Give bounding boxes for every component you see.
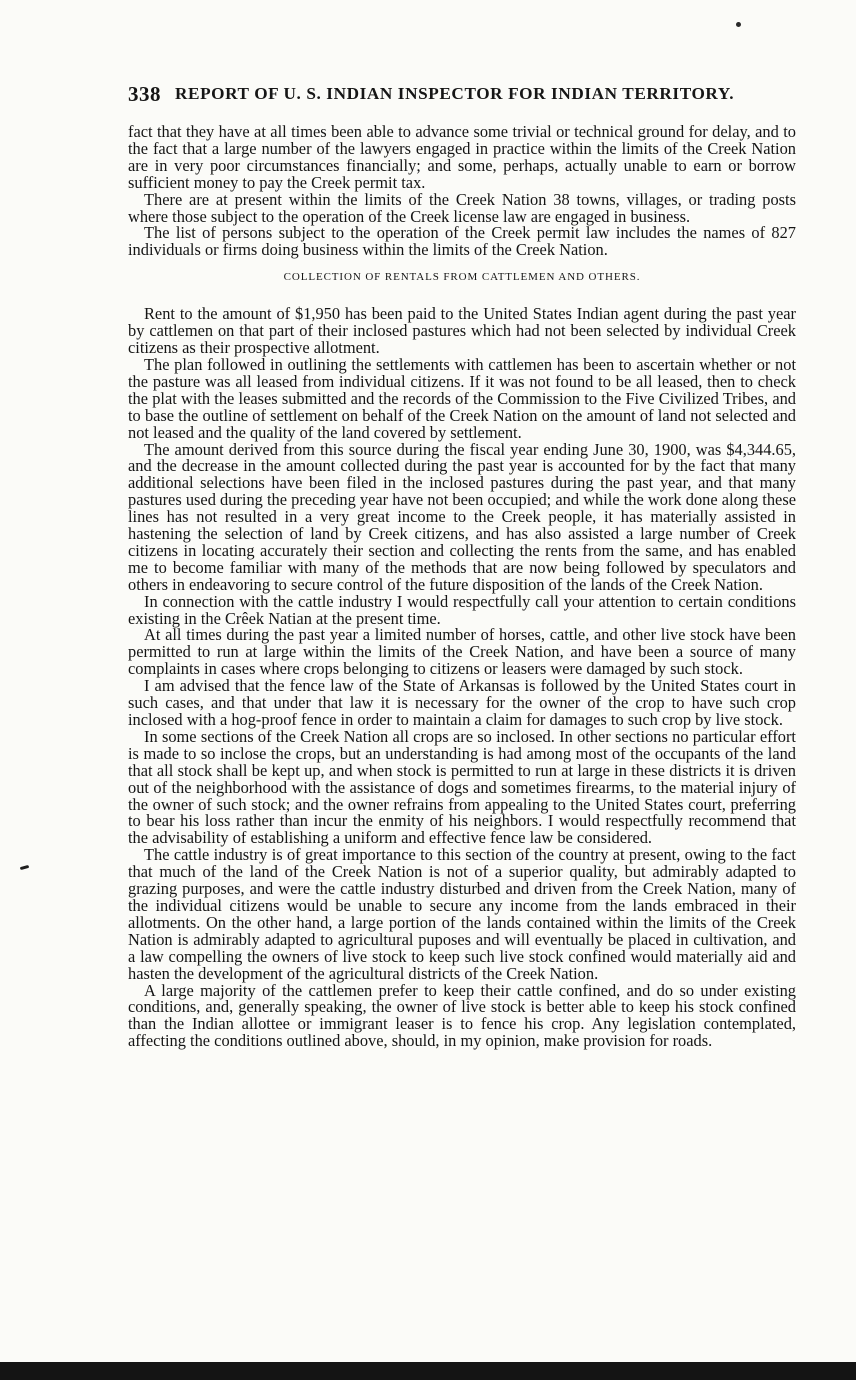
- paragraph: At all times during the past year a limited number of horses, cattle, and other live stock have been permitted to run at large within the limits of the Creek Nation, and have been a source of many complaints in cases where crops belonging to citizens or leasers were damaged by such stock.: [128, 625, 796, 679]
- paragraph: Rent to the amount of $1,950 has been paid to the United States Indian agent during the past year by cattlemen on that part of their inclosed pastures which had not been selected by individual Creek citizens as their prospective allotment.: [128, 304, 796, 358]
- paragraph: A large majority of the cattlemen prefer to keep their cattle confined, and do so under existing conditions, and, generally speaking, the owner of live stock is better able to keep his stock confined than the Indian allottee or immigrant leaser is to fence his crop. Any legislation contemplated, affecting the conditions outlined above, should, in my opinion, make provision for roads.: [128, 980, 796, 1051]
- body-text: [128, 124, 796, 1050]
- paragraph: The cattle industry is of great importance to this section of the country at present, owing to the fact that much of the land of the Creek Nation is not of a superior quality, but admirably adapted to grazing purposes, and were the cattle industry disturbed and driven from the Creek Nation, many of the individual citizens would be unable to secure any income from the lands embraced in their allotments. On the other hand, a large portion of the lands contained within the limits of the Creek Nation is admirably adapted to agricultural puposes and will eventually be placed in cultivation, and a law compelling the owners of live stock to keep such live stock confined would materially aid and hasten the development of the agricultural districts of the Creek Nation.: [128, 845, 796, 983]
- paragraph: In some sections of the Creek Nation all crops are so inclosed. In other sections no particular effort is made to so inclose the crops, but an understanding is had among most of the occupants of the land that all stock shall be kept up, and when stock is permitted to run at large in these districts it is driven out of the neighborhood with the assistance of dogs and sometimes firearms, to the material injury of the owner of such stock; and the owner refrains from appealing to the United States court, preferring to bear his loss rather than incur the enmity of his neighbors. I would respectfully recommend that the advisability of establishing a uniform and effective fence law be considered.: [128, 726, 796, 848]
- page-number: 338: [128, 82, 161, 106]
- section-heading: COLLECTION OF RENTALS FROM CATTLEMEN AND OTHERS.: [283, 271, 641, 284]
- scan-speck: [736, 22, 741, 27]
- scan-edge-border: [0, 1362, 856, 1380]
- paragraph: I am advised that the fence law of the State of Arkansas is followed by the United States court in such cases, and that under that law it is necessary for the owner of the crop to have such crop inclosed with a hog-proof fence in order to maintain a claim for damages to such crop by live stock.: [128, 676, 796, 729]
- scan-speck: [20, 865, 29, 870]
- paragraph: There are at present within the limits of the Creek Nation 38 towns, villages, or trading posts where those subject to the operation of the Creek license law are engaged in business.: [128, 189, 796, 226]
- paragraph: The list of persons subject to the operation of the Creek permit law includes the names of 827 individuals or firms doing business within the limits of the Creek Nation.: [128, 223, 796, 260]
- paragraph: The plan followed in outlining the settlements with cattlemen has been to ascertain whether or not the pasture was all leased from individual citizens. If it was not found to be all leased, then to check the plat with the leases submitted and the records of the Commission to the Five Civilized Tribes, and to base the outline of settlement on behalf of the Creek Nation on the amount of land not selected and not leased and the quality of the land covered by settlement.: [128, 354, 796, 442]
- paragraph: In connection with the cattle industry I would respectfully call your attention to certain conditions existing in the Crêek Natian at the present time.: [128, 591, 796, 628]
- paragraph: fact that they have at all times been able to advance some trivial or technical ground for delay, and to the fact that a large number of the lawyers engaged in practice within the limits of the Creek Nation are in very poor circumstances financially; and some, perhaps, actually unable to earn or borrow sufficient money to pay the Creek permit tax.: [128, 122, 796, 192]
- running-header: [128, 82, 796, 110]
- running-head-title: REPORT OF U. S. INDIAN INSPECTOR FOR INDIAN TERRITORY.: [175, 84, 735, 103]
- paragraph: The amount derived from this source during the fiscal year ending June 30, 1900, was $4,344.65, and the decrease in the amount collected during the past year is accounted for by the fact that many additional selections have been filed in the inclosed pastures during the past year, and that many pastures used during the preceding year have not been occupied; and while the work done along these lines has not resulted in a very great income to the Creek people, it has materially assisted in hastening the selection of land by Creek citizens, and has also assisted a large number of Creek citizens in locating accurately their section and collecting the rents from the same, and has enabled me to become familiar with many of the methods that are now being followed by speculators and others in endeavoring to secure control of the future disposition of the lands of the Creek Nation.: [128, 439, 796, 594]
